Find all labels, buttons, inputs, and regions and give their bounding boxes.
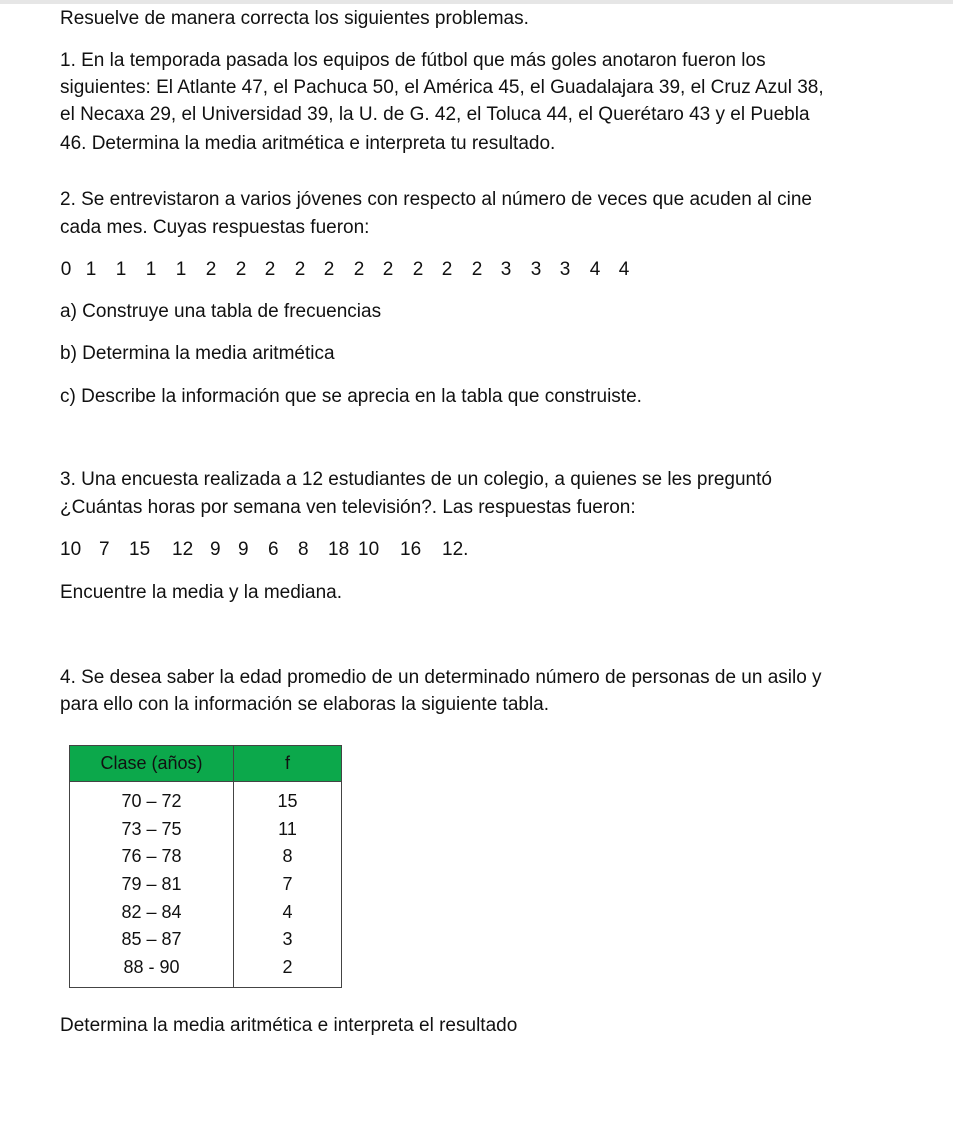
table-row xyxy=(70,871,342,899)
data-value: 1 xyxy=(175,259,187,280)
data-value: 2 xyxy=(441,259,453,280)
data-value: 1 xyxy=(85,259,97,280)
class-cell: 85 – 87 xyxy=(70,926,234,954)
data-value: 2 xyxy=(264,259,276,280)
frequency-cell: 4 xyxy=(234,898,342,926)
data-value: 12 xyxy=(172,539,194,560)
data-value: 15 xyxy=(129,539,151,560)
table-header-row xyxy=(70,746,342,782)
frequency-table xyxy=(69,745,342,988)
table-row xyxy=(70,816,342,844)
data-value: 2 xyxy=(471,259,483,280)
problem2-part-b: b) Determina la media aritmética xyxy=(60,343,335,364)
column-header-class: Clase (años) xyxy=(70,746,234,782)
data-value: 2 xyxy=(205,259,217,280)
problem3-line-1: 3. Una encuesta realizada a 12 estudiantes de un colegio, a quienes se les preguntó xyxy=(60,469,772,490)
class-cell: 70 – 72 xyxy=(70,782,234,816)
column-header-frequency: f xyxy=(234,746,342,782)
class-cell: 73 – 75 xyxy=(70,816,234,844)
frequency-cell: 11 xyxy=(234,816,342,844)
problem2-line-1: 2. Se entrevistaron a varios jóvenes con respecto al número de veces que acuden al cine xyxy=(60,189,813,210)
class-cell: 79 – 81 xyxy=(70,871,234,899)
data-value: 9 xyxy=(238,539,249,560)
table-row xyxy=(70,954,342,988)
data-value: 0 xyxy=(60,259,72,280)
table-row xyxy=(70,926,342,954)
data-value: 3 xyxy=(500,259,512,280)
data-value: 16 xyxy=(400,539,422,560)
problem1-line-4: 46. Determina la media aritmética e interpreta tu resultado. xyxy=(60,133,556,154)
problem1-line-2: siguientes: El Atlante 47, el Pachuca 50, el América 45, el Guadalajara 39, el Cruz Azul 38, xyxy=(60,77,824,98)
table-row xyxy=(70,898,342,926)
data-value: 4 xyxy=(618,259,630,280)
data-value: 7 xyxy=(99,539,110,560)
problem3-line-2: ¿Cuántas horas por semana ven televisión?. Las respuestas fueron: xyxy=(60,497,636,518)
top-border xyxy=(0,0,953,4)
data-value: 2 xyxy=(294,259,306,280)
problem2-part-a: a) Construye una tabla de frecuencias xyxy=(60,301,382,322)
data-value: 3 xyxy=(530,259,542,280)
data-value: 4 xyxy=(589,259,601,280)
table-row xyxy=(70,782,342,816)
problem4-line-2: para ello con la información se elaboras la siguiente tabla. xyxy=(60,694,550,715)
data-value: 9 xyxy=(210,539,221,560)
data-value: 2 xyxy=(235,259,247,280)
data-value: 10 xyxy=(60,539,82,560)
problem3-question: Encuentre la media y la mediana. xyxy=(60,582,342,603)
problem1-line-3: el Necaxa 29, el Universidad 39, la U. de G. 42, el Toluca 44, el Querétaro 43 y el Puebla xyxy=(60,104,810,125)
data-value: 1 xyxy=(115,259,127,280)
problem4-question: Determina la media aritmética e interpreta el resultado xyxy=(60,1015,518,1036)
data-value: 2 xyxy=(353,259,365,280)
data-value: 18 xyxy=(328,539,350,560)
data-value: 12. xyxy=(442,539,469,560)
frequency-cell: 8 xyxy=(234,843,342,871)
problem2-line-2: cada mes. Cuyas respuestas fueron: xyxy=(60,217,370,238)
intro-text: Resuelve de manera correcta los siguientes problemas. xyxy=(60,8,529,29)
problem4-line-1: 4. Se desea saber la edad promedio de un determinado número de personas de un asilo y xyxy=(60,667,822,688)
problem2-part-c: c) Describe la información que se aprecia en la tabla que construiste. xyxy=(60,386,642,407)
frequency-cell: 3 xyxy=(234,926,342,954)
class-cell: 82 – 84 xyxy=(70,898,234,926)
data-value: 10 xyxy=(358,539,380,560)
class-cell: 76 – 78 xyxy=(70,843,234,871)
frequency-cell: 15 xyxy=(234,782,342,816)
data-value: 2 xyxy=(382,259,394,280)
data-value: 3 xyxy=(559,259,571,280)
data-value: 1 xyxy=(145,259,157,280)
data-value: 2 xyxy=(323,259,335,280)
data-value: 8 xyxy=(298,539,309,560)
table-row xyxy=(70,843,342,871)
class-cell: 88 - 90 xyxy=(70,954,234,988)
frequency-cell: 2 xyxy=(234,954,342,988)
problem1-line-1: 1. En la temporada pasada los equipos de fútbol que más goles anotaron fueron los xyxy=(60,50,766,71)
data-value: 6 xyxy=(268,539,279,560)
frequency-cell: 7 xyxy=(234,871,342,899)
data-value: 2 xyxy=(412,259,424,280)
